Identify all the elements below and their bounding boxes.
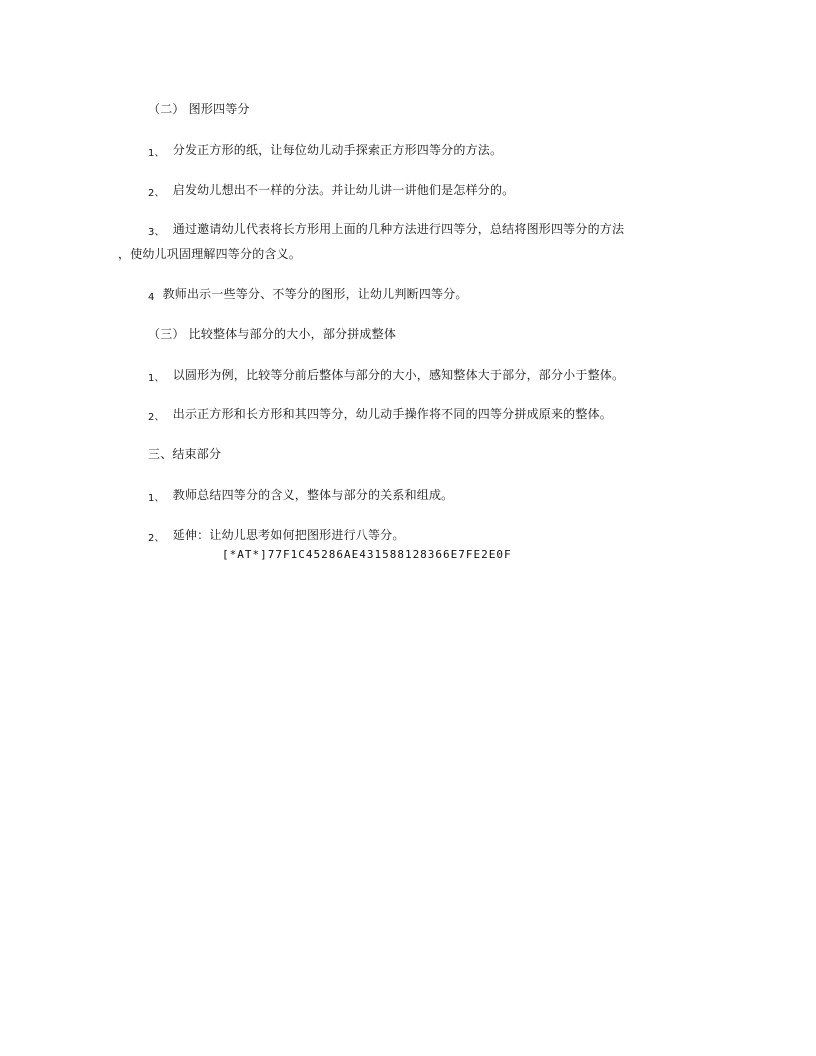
item-text: 通过邀请幼儿代表将长方形用上面的几种方法进行四等分，总结将图形四等分的方法 (172, 222, 625, 236)
list-item (148, 527, 405, 547)
list-item-continuation: ，使幼儿巩固理解四等分的含义。 (118, 247, 302, 261)
item-text: 以圆形为例，比较等分前后整体与部分的大小，感知整体大于部分，部分小于整体。 (172, 368, 625, 382)
item-number: 3、 (148, 227, 165, 238)
item-number: 4 (148, 292, 155, 303)
section-heading-whole-and-part: （三） 比较整体与部分的大小，部分拼成整体 (148, 327, 397, 341)
list-item (148, 182, 514, 202)
item-text: 教师总结四等分的含义，整体与部分的关系和组成。 (172, 488, 454, 502)
item-text: 启发幼儿想出不一样的分法。并让幼儿讲一讲他们是怎样分的。 (172, 183, 515, 197)
list-item (148, 286, 468, 306)
item-number: 2、 (148, 412, 165, 423)
item-text: 教师出示一些等分、不等分的图形，让幼儿判断四等分。 (162, 287, 468, 301)
document-code: [*AT*]77F1C45286AE431588128366E7FE2E0F (222, 548, 512, 561)
item-number: 2、 (148, 188, 165, 199)
list-item (148, 221, 624, 241)
item-text: 出示正方形和长方形和其四等分，幼儿动手操作将不同的四等分拼成原来的整体。 (172, 407, 612, 421)
list-item (148, 142, 502, 162)
item-number: 1、 (148, 148, 165, 159)
item-number: 2、 (148, 533, 165, 544)
list-item (148, 367, 624, 387)
section-heading-figure-quartering: （二） 图形四等分 (148, 102, 250, 116)
list-item (148, 487, 453, 507)
item-number: 1、 (148, 373, 165, 384)
item-text: 延伸：让幼儿思考如何把图形进行八等分。 (172, 528, 405, 542)
item-number: 1、 (148, 493, 165, 504)
list-item (148, 406, 612, 426)
section-heading-ending-part: 三、结束部分 (148, 447, 222, 461)
item-text: 分发正方形的纸，让每位幼儿动手探索正方形四等分的方法。 (172, 143, 503, 157)
